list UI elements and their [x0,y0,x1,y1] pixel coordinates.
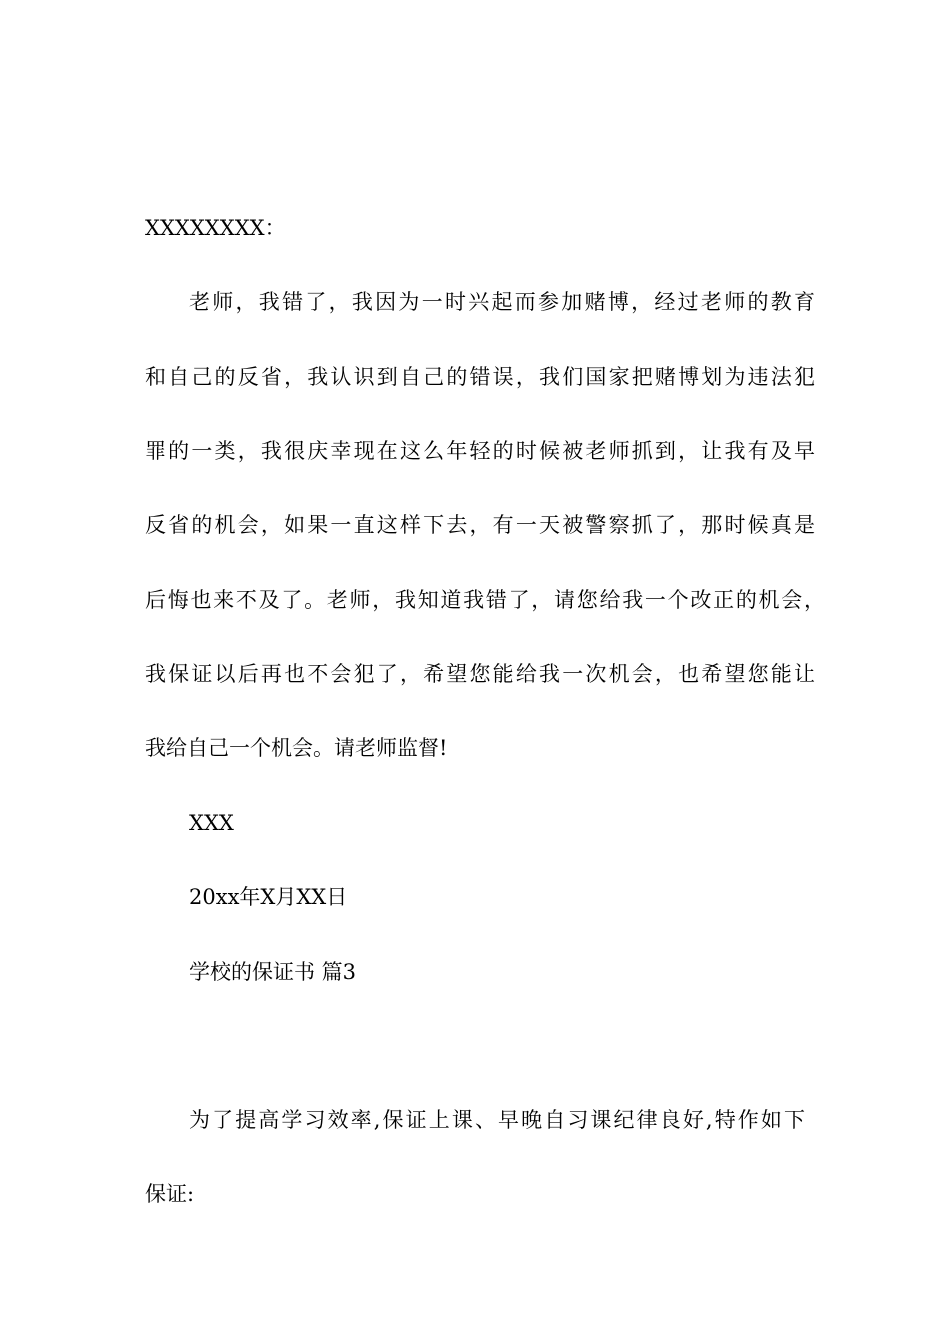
signature: XXX [189,811,234,835]
paragraph-line: 为了提高学习效率,保证上课、早晚自习课纪律良好,特作如下 [189,1108,805,1132]
paragraph-line: 罪的一类，我很庆幸现在这么年轻的时候被老师抓到，让我有及早 [145,439,815,463]
paragraph-line: 老师，我错了，我因为一时兴起而参加赌博，经过老师的教育 [189,290,815,314]
paragraph-line: 我给自己一个机会。请老师监督! [145,736,448,760]
date: 20xx年X月XX日 [189,885,348,909]
section-title: 学校的保证书 篇3 [189,960,357,984]
paragraph-line: 我保证以后再也不会犯了，希望您能给我一次机会，也希望您能让 [145,662,815,686]
paragraph-line: 后悔也来不及了。老师，我知道我错了，请您给我一个改正的机会， [145,588,825,612]
paragraph-line: 反省的机会，如果一直这样下去，有一天被警察抓了，那时候真是 [145,513,815,537]
paragraph-line: 和自己的反省，我认识到自己的错误，我们国家把赌博划为违法犯 [145,365,815,389]
salutation: XXXXXXXX： [145,216,286,240]
paragraph-line: 保证: [145,1182,195,1206]
